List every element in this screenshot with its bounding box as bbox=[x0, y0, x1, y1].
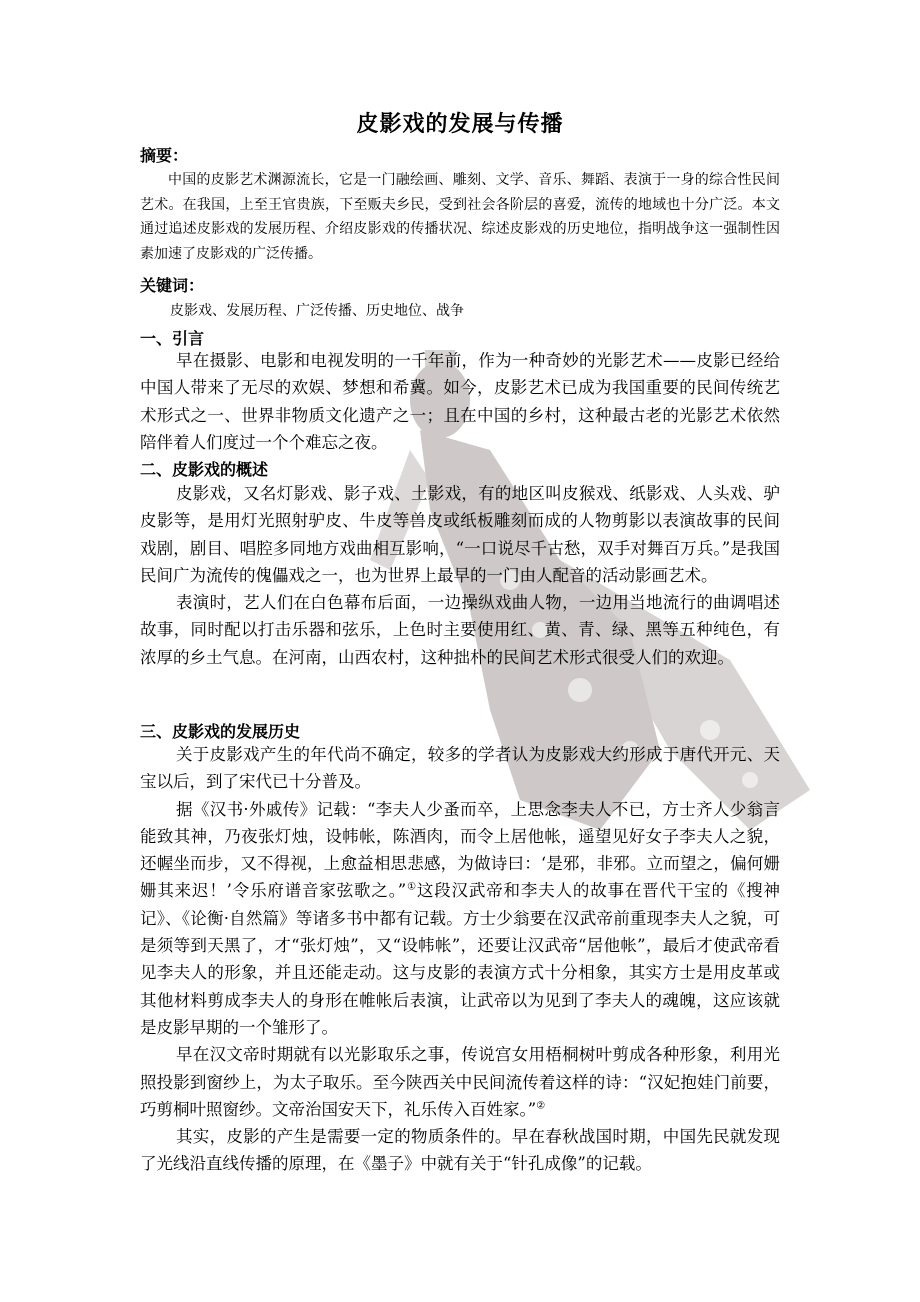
section-heading-history: 三、皮影戏的发展历史 bbox=[140, 722, 301, 741]
paragraph-continuation: 这段汉武帝和李夫人的故事在晋代干宝的《搜神记》、《论衡·自然篇》等诸多书中都有记载。方士少翁要在汉武帝前重现李夫人之貌，可是须等到天黑了，才“张灯烛”，又“设帏帐”，还要让汉武帝“居他帐”，最后才使武帝看见李夫人的形象，并且还能走动。这与皮影的表演方式十分相象，其实方士是用皮革或其他材料剪成李夫人的身形在帷帐后表演，让武帝以为见到了李夫人的魂魄，这应该就是皮影早期的一个雏形了。 bbox=[140, 881, 781, 1037]
paragraph: 皮影戏，又名灯影戏、影子戏、土影戏，有的地区叫皮猴戏、纸影戏、人头戏、驴皮影等，是用灯光照射驴皮、牛皮等兽皮或纸板雕刻而成的人物剪影以表演故事的民间戏剧，剧目、唱腔多同地方戏曲相互影响，“一口说尽千古愁，双手对舞百万兵。”是我国民间广为流传的傀儡戏之一，也为世界上最早的一门由人配音的活动影画艺术。 bbox=[140, 484, 780, 585]
abstract-heading: 摘要： bbox=[140, 146, 189, 165]
paragraph-text: 早在汉文帝时期就有以光影取乐之事，传说宫女用梧桐树叶剪成各种形象，利用光照投影到窗纱上，为太子取乐。至今陕西关中民间流传着这样的诗：“汉妃抱娃门前要，巧剪桐叶照窗纱。文帝治国安天下，礼乐传入百姓家。” bbox=[140, 1045, 780, 1119]
paragraph: 其实，皮影的产生是需要一定的物质条件的。早在春秋战国时期，中国先民就发现了光线沿直线传播的原理，在《墨子》中就有关于“针孔成像”的记载。 bbox=[140, 1127, 780, 1174]
keywords-text: 皮影戏、发展历程、广泛传播、历史地位、战争 bbox=[170, 303, 464, 319]
section-heading-introduction: 一、引言 bbox=[140, 329, 205, 348]
section-history-body bbox=[140, 741, 780, 1178]
paragraph: 早在摄影、电影和电视发明的一千年前，作为一种奇妙的光影艺术——皮影已经给中国人带来了无尽的欢娱、梦想和希冀。如今，皮影艺术已成为我国重要的民间传统艺术形式之一、世界非物质文化遗产之一；且在中国的乡村，这种最古老的光影艺术依然陪伴着人们度过一个个难忘之夜。 bbox=[140, 351, 780, 452]
paragraph bbox=[140, 1041, 780, 1123]
footnote-marker-1[interactable]: ① bbox=[406, 881, 417, 893]
paragraph bbox=[140, 796, 780, 1042]
section-introduction-body bbox=[140, 347, 780, 456]
keywords-heading: 关键词： bbox=[140, 276, 205, 295]
abstract-text: 中国的皮影艺术渊源流长，它是一门融绘画、雕刻、文学、音乐、舞蹈、表演于一身的综合性民间艺术。在我国，上至王官贵族，下至贩夫乡民，受到社会各阶层的喜爱，流传的地域也十分广泛。本文通过追述皮影戏的发展历程、介绍皮影戏的传播状况、综述皮影戏的历史地位，指明战争这一强制性因素加速了皮影戏的广泛传播。 bbox=[140, 172, 780, 262]
quote-text: 据《汉书·外戚传》记载：“李夫人少蚤而卒，上思念李夫人不已，方士齐人少翁言能致其神，乃夜张灯烛，设帏帐，陈酒肉，而令上居他帐，遥望见好女子李夫人之貌，还幄坐而步，又不得视，上愈益相思悲感，为做诗曰：‘是邪，非邪。立而望之，偏何姗姗其来迟！’令乐府谱音家弦歌之。” bbox=[140, 799, 780, 901]
section-overview-body bbox=[140, 480, 780, 671]
document-title: 皮影戏的发展与传播 bbox=[356, 112, 564, 137]
section-heading-overview: 二、皮影戏的概述 bbox=[140, 460, 269, 479]
footnote-marker-2[interactable]: ② bbox=[536, 1100, 546, 1112]
paragraph: 关于皮影戏产生的年代尚不确定，较多的学者认为皮影戏大约形成于唐代开元、天宝以后，到了宋代已十分普及。 bbox=[140, 745, 780, 792]
paragraph: 表演时，艺人们在白色幕布后面，一边操纵戏曲人物，一边用当地流行的曲调唱述故事，同时配以打击乐器和弦乐，上色时主要使用红、黄、青、绿、黑等五种纯色，有浓厚的乡土气息。在河南，山西农村，这种拙朴的民间艺术形式很受人们的欢迎。 bbox=[140, 593, 780, 667]
